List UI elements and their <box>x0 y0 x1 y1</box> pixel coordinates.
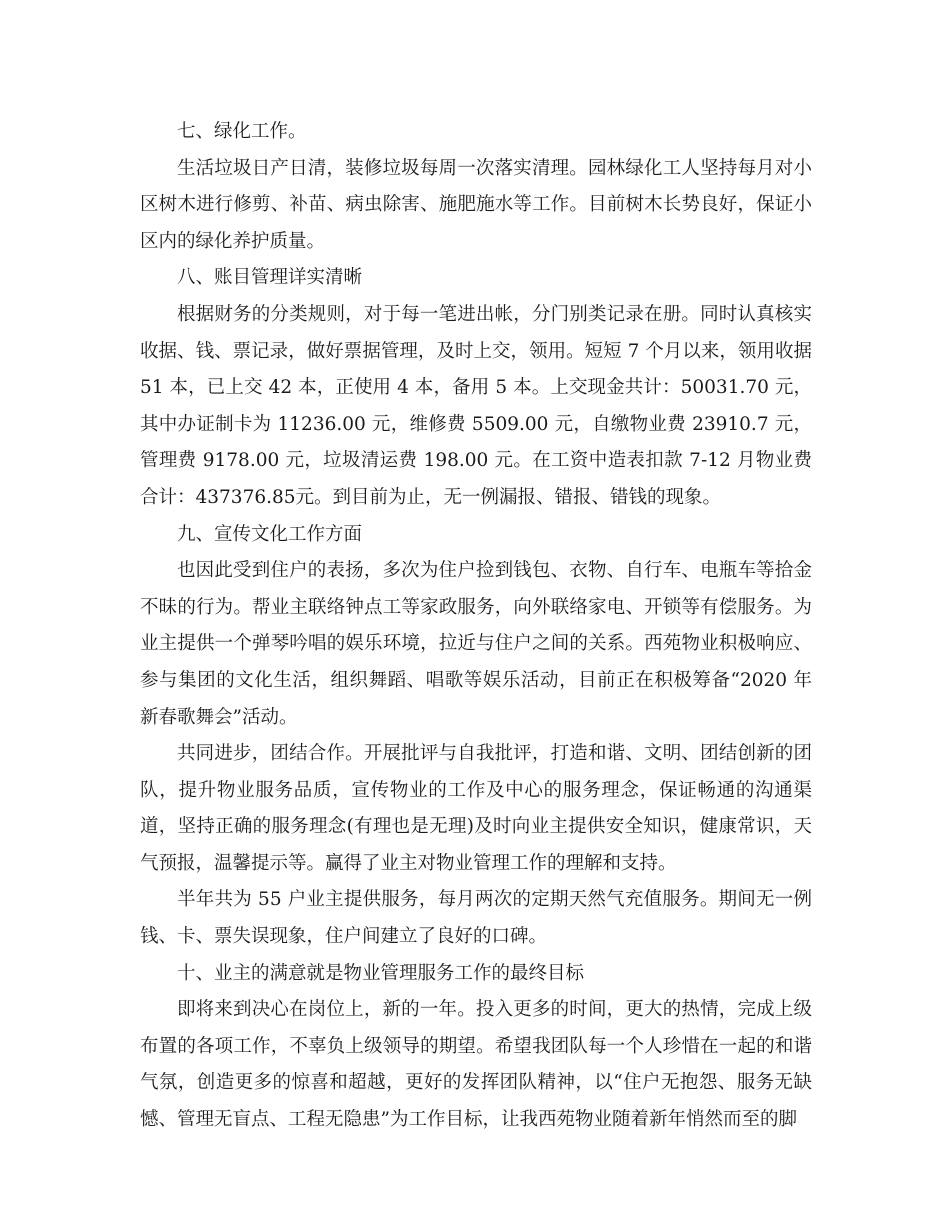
section-heading-culture: 九、宣传文化工作方面 <box>177 523 363 545</box>
paragraph-teamwork: 共同进步，团结合作。开展批评与自我批评，打造和谐、文明、团结创新的团队，提升物业服务品质，宣传物业的工作及中心的服务理念，保证畅通的沟通渠道，坚持正确的服务理念(有理也是无理)及时向业主提供安全知识，健康常识，天气预报，温馨提示等。赢得了业主对物业管理工作的理解和支持。 <box>140 743 812 874</box>
paragraph-culture: 也因此受到住户的表扬，多次为住户捡到钱包、衣物、自行车、电瓶车等拾金不昧的行为。帮业主联络钟点工等家政服务，向外联络家电、开锁等有偿服务。为业主提供一个弹琴吟唱的娱乐环境，拉近与住户之间的关系。西苑物业积极响应、参与集团的文化生活，组织舞蹈、唱歌等娱乐活动，目前正在积极筹备“2020 年新春歌舞会”活动。 <box>140 560 812 728</box>
paragraph-service-count: 半年共为 55 户业主提供服务，每月两次的定期天然气充值服务。期间无一例钱、卡、票失误现象，住户间建立了良好的口碑。 <box>140 889 812 948</box>
section-heading-goal: 十、业主的满意就是物业管理服务工作的最终目标 <box>177 962 585 984</box>
paragraph-goal: 即将来到决心在岗位上，新的一年。投入更多的时间，更大的热情，完成上级布置的各项工作，不辜负上级领导的期望。希望我团队每一个人珍惜在一起的和谐气氛，创造更多的惊喜和超越，更好的发挥团队精神，以“住户无抱怨、服务无缺憾、管理无盲点、工程无隐患”为工作目标，让我西苑物业随着新年悄然而至的脚 <box>140 999 812 1131</box>
section-heading-accounts: 八、账目管理详实清晰 <box>177 267 363 289</box>
section-heading-greening: 七、绿化工作。 <box>177 121 307 142</box>
paragraph-accounts: 根据财务的分类规则，对于每一笔进出帐，分门别类记录在册。同时认真核实收据、钱、票记录，做好票据管理，及时上交，领用。短短 7 个月以来，领用收据 51 本，已上交 42 本，正使用 4 本，备用 5 本。上交现金共计：50031.70 元，其中办证制卡为 11236.00 元，维修费 5509.00 元，自缴物业费 23910.7 元，管理费 9178.00 元，垃圾清运费 198.00 元。在工资中造表扣款 7-12 月物业费合计：437376.85元。到目前为止，无一例漏报、错报、错钱的现象。 <box>140 303 812 508</box>
document-body <box>140 114 812 1139</box>
paragraph-greening: 生活垃圾日产日清，装修垃圾每周一次落实清理。园林绿化工人坚持每月对小区树木进行修剪、补苗、病虫除害、施肥施水等工作。目前树木长势良好，保证小区内的绿化养护质量。 <box>140 157 812 252</box>
